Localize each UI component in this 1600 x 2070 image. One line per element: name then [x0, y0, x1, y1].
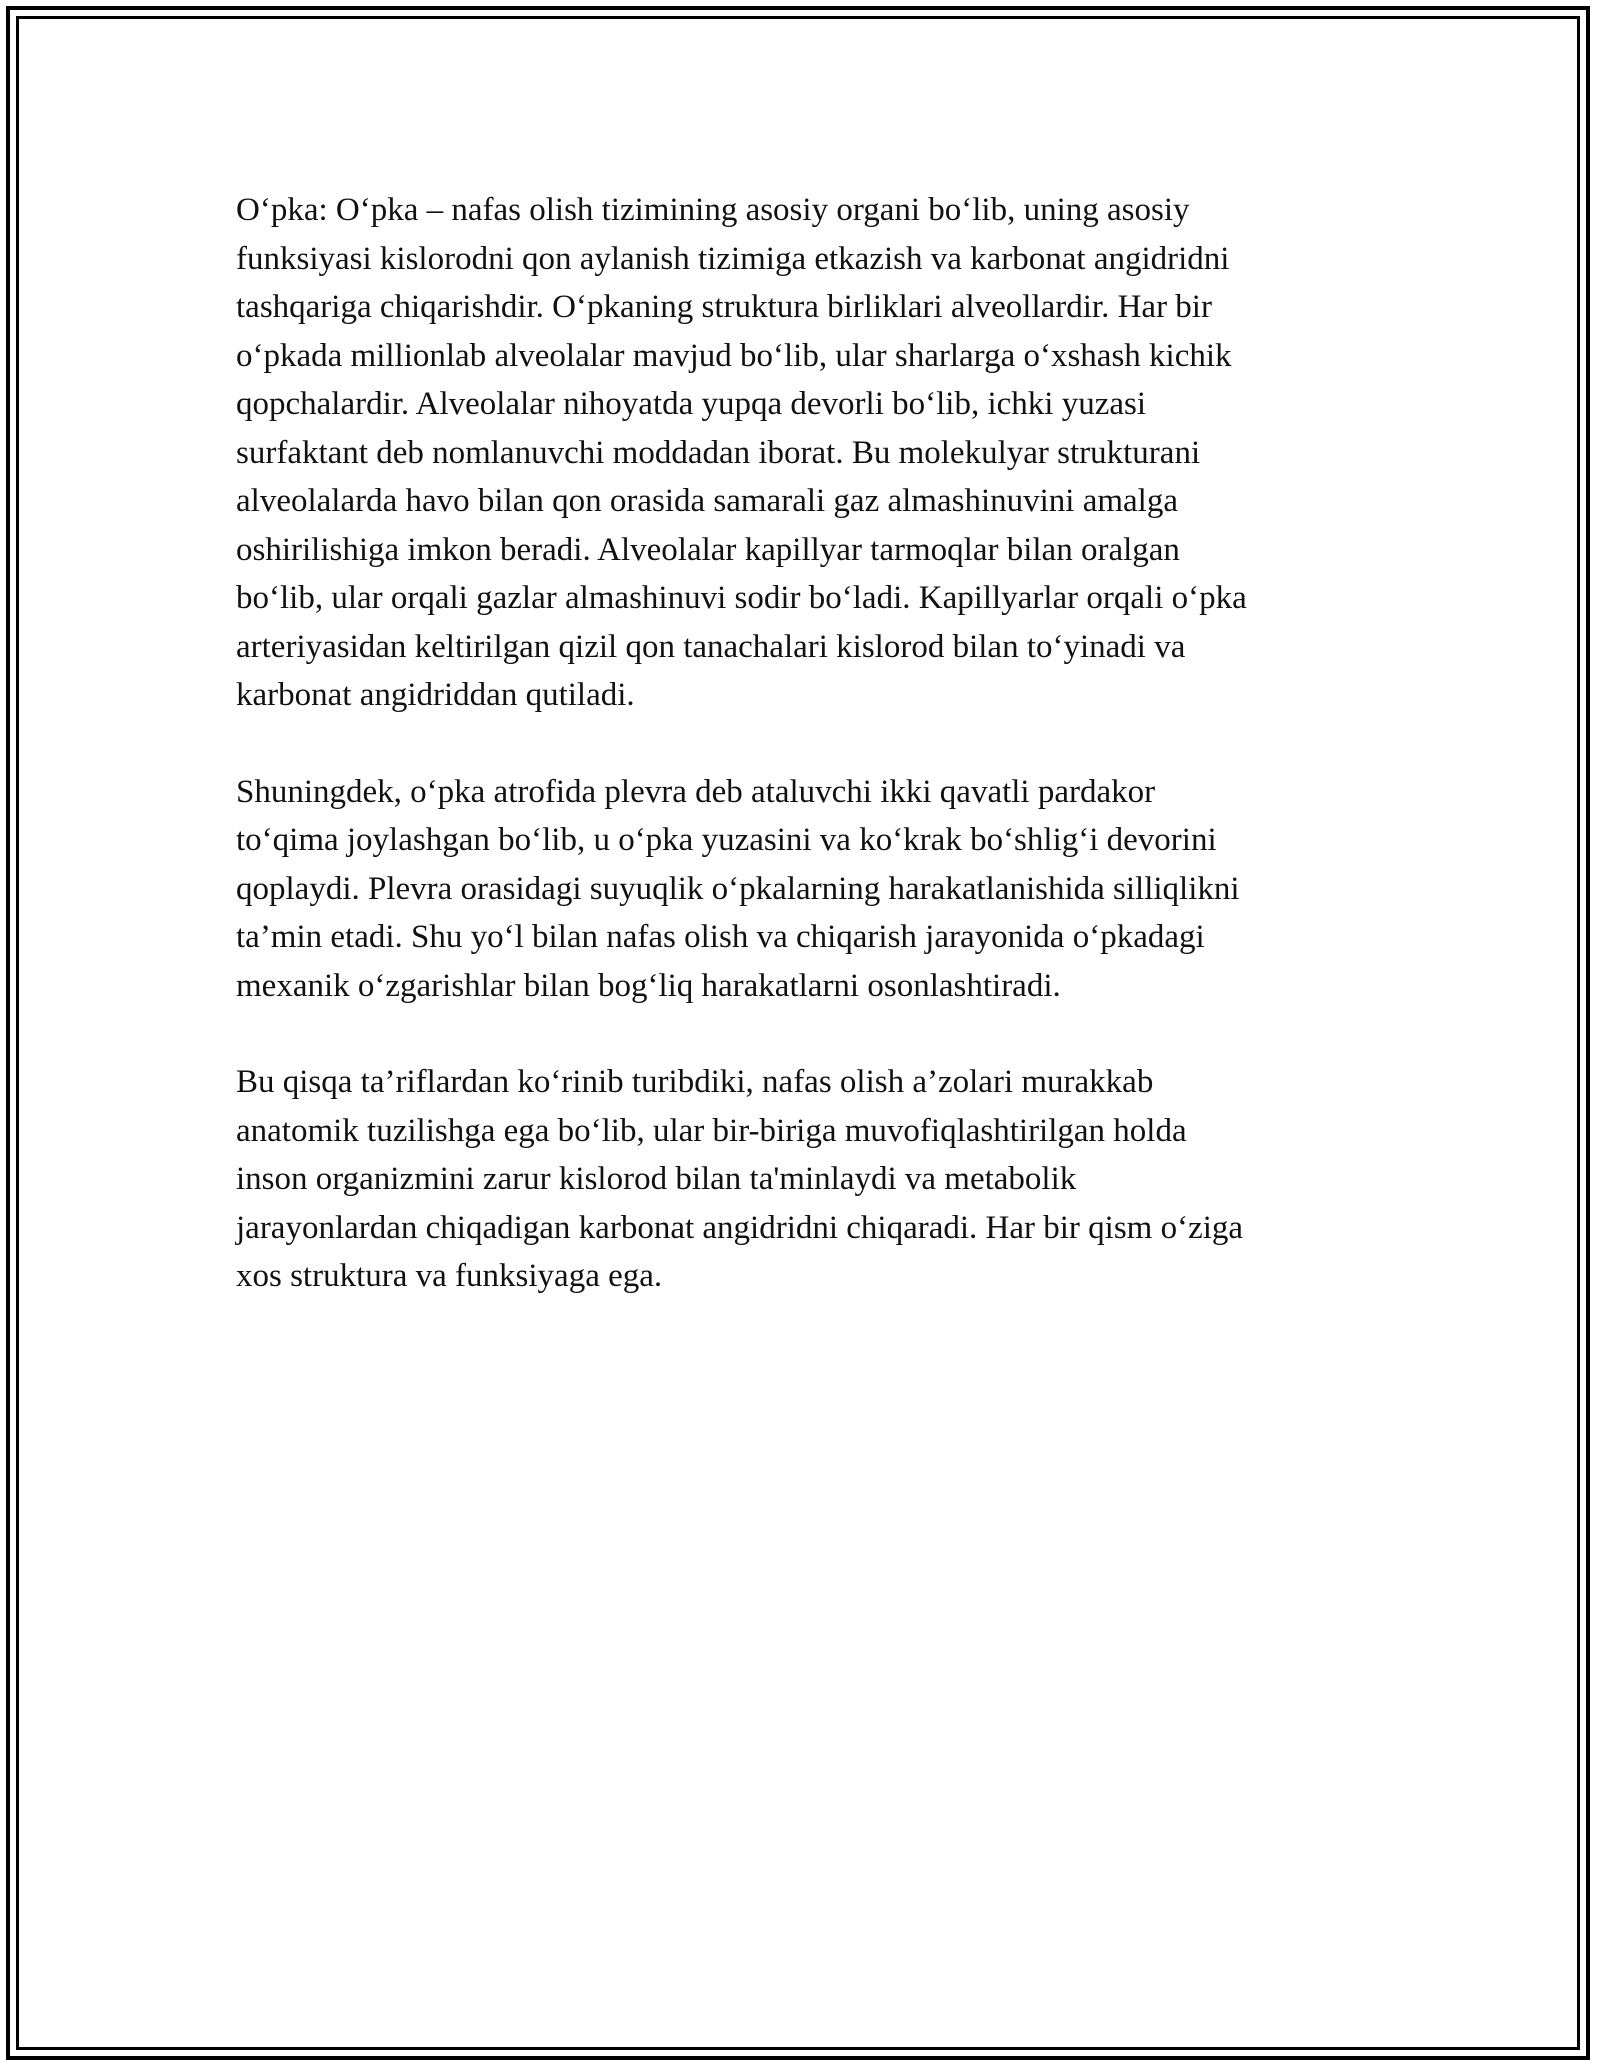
paragraph-2: [236, 768, 1378, 1011]
text-line: oshirilishiga imkon beradi. Alveolalar kapillyar tarmoqlar bilan oralgan: [236, 531, 1180, 568]
text-line: jarayonlardan chiqadigan karbonat angidridni chiqaradi. Har bir qism o‘ziga: [236, 1209, 1244, 1246]
text-line: bo‘lib, ular orqali gazlar almashinuvi sodir bo‘ladi. Kapillyarlar orqali o‘pka: [236, 580, 1247, 616]
text-line: o‘pkada millionlab alveolalar mavjud bo‘lib, ular sharlarga o‘xshash kichik: [236, 337, 1232, 374]
text-line: arteriyasidan keltirilgan qizil qon tanachalari kislorod bilan to‘yinadi va: [236, 628, 1186, 665]
text-line: anatomik tuzilishga ega bo‘lib, ular bir-biriga muvofiqlashtirilgan holda: [236, 1112, 1187, 1149]
text-line: ta’min etadi. Shu yo‘l bilan nafas olish va chiqarish jarayonida o‘pkadagi: [236, 919, 1205, 955]
text-line: inson organizmini zarur kislorod bilan ta'minlaydi va metabolik: [236, 1161, 1077, 1197]
paragraph-1: [236, 186, 1378, 720]
text-line: tashqariga chiqarishdir. O‘pkaning struktura birliklari alveollardir. Har bir: [236, 289, 1212, 325]
document-body: [236, 186, 1378, 1349]
text-line: Shuningdek, o‘pka atrofida plevra deb ataluvchi ikki qavatli pardakor: [236, 773, 1156, 810]
text-line: xos struktura va funksiyaga ega.: [236, 1258, 663, 1294]
text-line: Bu qisqa ta’riflardan ko‘rinib turibdiki, nafas olish a’zolari murakkab: [236, 1064, 1154, 1100]
text-line: to‘qima joylashgan bo‘lib, u o‘pka yuzasini va ko‘krak bo‘shlig‘i devorini: [236, 822, 1217, 858]
text-line: karbonat angidriddan qutiladi.: [236, 677, 635, 713]
text-line: qoplaydi. Plevra orasidagi suyuqlik o‘pkalarning harakatlanishida silliqlikni: [236, 870, 1240, 907]
text-line: O‘pka: O‘pka – nafas olish tizimining asosiy organi bo‘lib, uning asosiy: [236, 192, 1190, 228]
text-line: alveolalarda havo bilan qon orasida samarali gaz almashinuvini amalga: [236, 483, 1178, 519]
paragraph-3: [236, 1058, 1378, 1301]
text-line: qopchalardir. Alveolalar nihoyatda yupqa devorli bo‘lib, ichki yuzasi: [236, 386, 1146, 422]
text-line: surfaktant deb nomlanuvchi moddadan iborat. Bu molekulyar strukturani: [236, 434, 1201, 471]
text-line: funksiyasi kislorodni qon aylanish tizimiga etkazish va karbonat angidridni: [236, 240, 1230, 277]
text-line: mexanik o‘zgarishlar bilan bog‘liq harakatlarni osonlashtiradi.: [236, 967, 1061, 1004]
